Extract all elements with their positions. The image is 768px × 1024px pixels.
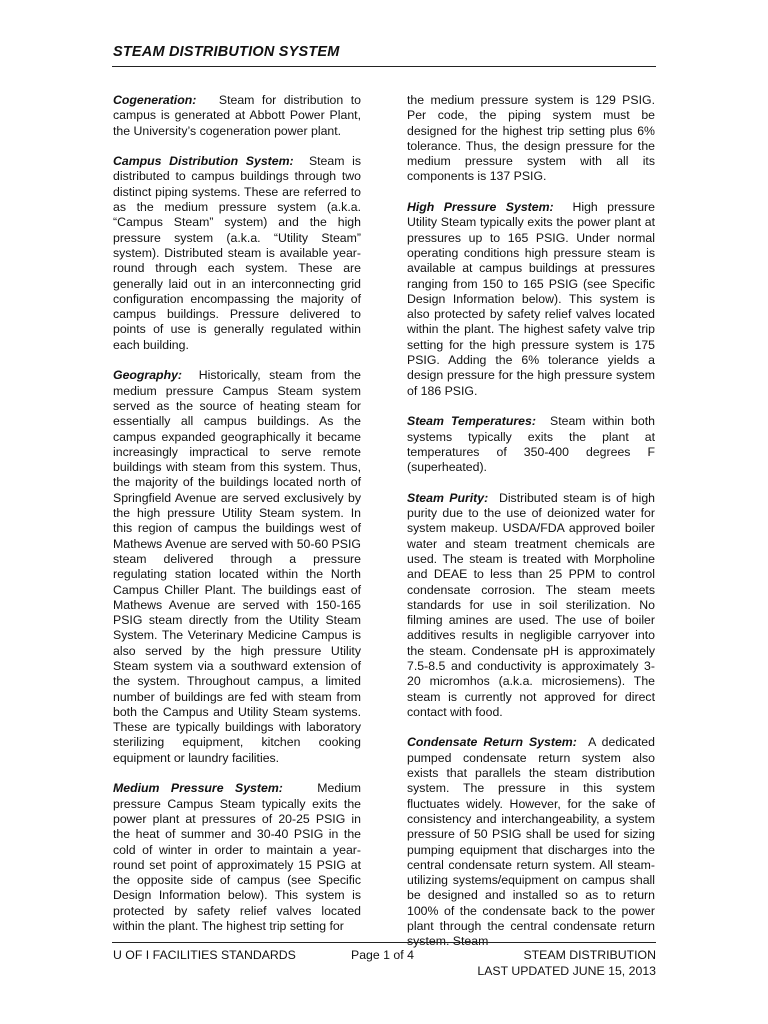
heading-campus-distribution: Campus Distribution System:: [113, 154, 294, 169]
text-high-pressure: High pressure Utility Steam typically exits the power plant at pressures up to 165 PSIG. Under normal operating conditions high pressure steam is available at campus buildings at pressures ranging from 150 to 165 PSIG (see Specific Design Information below). This system is also protected by safety relief valves located within the plant. The highest safety valve trip setting for the high pressure system is 175 PSIG. Adding the 6% tolerance yields a design pressure for the high pressure system of 186 PSIG.: [407, 200, 655, 398]
heading-steam-purity: Steam Purity:: [407, 490, 489, 505]
heading-condensate-return: Condensate Return System:: [407, 735, 577, 750]
footer-right-line1: STEAM DISTRIBUTION: [523, 948, 656, 962]
left-column: [113, 93, 361, 950]
text-campus-distribution: Steam is distributed to campus buildings through two distinct piping systems. These are referred to as the medium pressure system (a.k.a. “Campus Steam” system) and the high pressure system (a.k.a. “Utility Steam” system). Distributed steam is available year-round through each system. These are generally laid out in an interconnecting grid configuration encompassing the majority of campus buildings. Pressure delivered to points of use is generally regulated within each building.: [113, 154, 361, 352]
paragraph-condensate-return: [407, 735, 655, 949]
paragraph-steam-temperatures: [407, 414, 655, 475]
heading-cogeneration: Cogeneration:: [113, 93, 197, 107]
page-number: Page 1 of 4: [351, 948, 414, 962]
paragraph-medium-pressure-continued: [407, 93, 655, 185]
text-condensate-return: A dedicated pumped condensate return system also exists that parallels the steam distribution system. The pressure in this system fluctuates widely. However, for the sake of consistency and interchangeability, a system pressure of 50 PSIG shall be used for sizing pumping equipment that discharges into the central condensate return system. All steam-utilizing systems/equipment on campus shall be designed and installed so as to return 100% of the condensate back to the power plant through the central condensate return system. Steam: [407, 735, 655, 949]
heading-medium-pressure: Medium Pressure System:: [113, 781, 283, 796]
right-column: [407, 93, 655, 965]
paragraph-high-pressure: [407, 200, 655, 399]
heading-high-pressure: High Pressure System:: [407, 200, 554, 215]
footer-left: U OF I FACILITIES STANDARDS: [113, 948, 296, 962]
text-geography: Historically, steam from the medium pressure Campus Steam system served as the source of heating steam for essentially all campus buildings. As the campus expanded geographically it became increasingly impractical to serve remote buildings with steam from this system. Thus, the majority of the buildings located north of Springfield Avenue are served exclusively by the high pressure Utility Steam system. In this region of campus the buildings west of Mathews Avenue are served with 50-60 PSIG steam delivered through a pressure regulating station located within the North Campus Chiller Plant. The buildings east of Mathews Avenue are served with 150-165 PSIG steam directly from the Utility Steam System. The Veterinary Medicine Campus is also served by the high pressure Utility Steam system via a southward extension of the system. Throughout campus, a limited number of buildings are fed with steam from both the Campus and Utility Steam systems. These are typically buildings with laboratory sterilizing equipment, kitchen cooking equipment or laundry facilities.: [113, 368, 361, 765]
heading-steam-temperatures: Steam Temperatures:: [407, 414, 536, 429]
text-medium-pressure-continued: the medium pressure system is 129 PSIG. Per code, the piping system must be designed for the highest trip setting plus 6% tolerance. Thus, the design pressure for the medium pressure system with all its components is 137 PSIG.: [407, 93, 655, 184]
paragraph-geography: [113, 368, 361, 766]
footer-rule: [112, 942, 656, 943]
text-steam-temperatures: Steam within both systems typically exits the plant at temperatures of 350-400 degrees F (superheated).: [407, 414, 655, 475]
paragraph-medium-pressure: [113, 781, 361, 934]
footer-right-line2: LAST UPDATED JUNE 15, 2013: [477, 963, 656, 978]
text-cogeneration: Steam for distribution to campus is generated at Abbott Power Plant, the University’s cogeneration power plant.: [113, 93, 361, 138]
header-rule: [112, 66, 656, 67]
text-steam-purity: Distributed steam is of high purity due to the use of deionized water for system makeup. USDA/FDA approved boiler water and steam treatment chemicals are used. The steam is treated with Morpholine and DEAE to less than 25 PPM to control condensate corrosion. The steam meets standards for use in soil sterilization. No filming amines are used. The use of boiler additives results in negligible carryover into the steam. Condensate pH is approximately 7.5-8.5 and conductivity is approximately 3-20 micromhos (a.k.a. microsiemens). The steam is currently not approved for direct contact with food.: [407, 490, 655, 719]
footer-right: [477, 948, 656, 979]
document-title: STEAM DISTRIBUTION SYSTEM: [113, 44, 340, 60]
paragraph-cogeneration: [113, 93, 361, 139]
paragraph-steam-purity: [407, 491, 655, 720]
paragraph-campus-distribution: [113, 154, 361, 353]
heading-geography: Geography:: [113, 368, 183, 383]
text-medium-pressure: Medium pressure Campus Steam typically exits the power plant at pressures of 20-25 PSIG in the heat of summer and 30-40 PSIG in the cold of winter in order to maintain a year-round set point of approximately 15 PSIG at the opposite side of campus (see Specific Design Information below). This system is protected by safety relief valves located within the plant. The highest trip setting for: [113, 781, 361, 934]
